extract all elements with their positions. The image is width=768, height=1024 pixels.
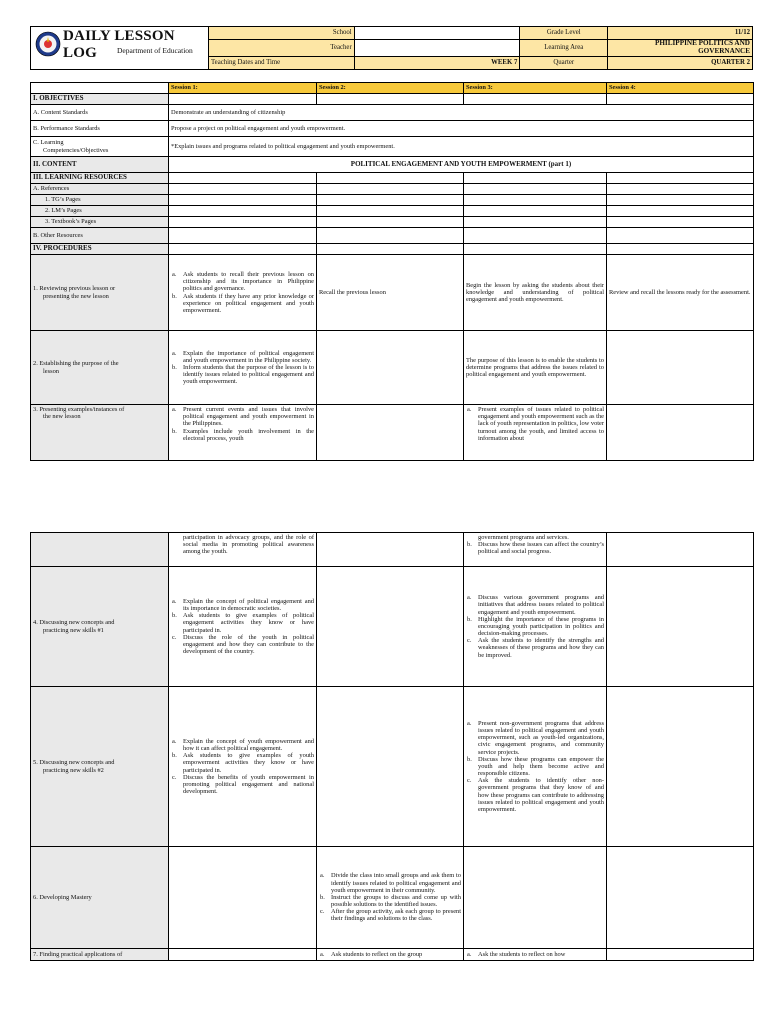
procedure-6-label: 6. Developing Mastery — [31, 847, 169, 949]
procedure-4-session-4 — [607, 567, 754, 687]
list-marker: a. — [467, 950, 472, 958]
tg-pages-label: 1. TG’s Pages — [31, 195, 169, 206]
week-value: WEEK 7 — [354, 56, 520, 69]
list-item — [172, 349, 314, 364]
list-item — [467, 406, 605, 442]
blank-cell — [607, 94, 754, 105]
list-item-text: Discuss the benefits of youth empowerment in promoting political engagement and national development. — [183, 773, 314, 796]
list-item-text: Inform students that the purpose of the lesson is to identify issues related to political engagement and youth empowerment. — [183, 363, 314, 386]
list-item-text: Ask students to reflect on the group — [331, 950, 423, 958]
list-item-text: participation in advocacy groups, and the role of social media in promoting political awareness among the youth. — [183, 534, 314, 556]
procedure-5-session-4 — [607, 687, 754, 847]
list-marker: a. — [172, 349, 177, 357]
list-item-text: Ask students to give examples of youth empowerment activities they know or have participated in. — [183, 752, 314, 774]
blank-cell — [169, 206, 317, 217]
list-marker: a. — [320, 872, 325, 880]
list-item-text: Present examples of issues related to political engagement and youth empowerment such as the lack of youth representation in politics, low voter turnout among the youth, and limited access to information about — [478, 406, 605, 442]
list-item — [478, 534, 604, 541]
list-marker: b. — [172, 427, 177, 435]
list-item — [467, 719, 604, 756]
lesson-log-page-1 — [30, 26, 753, 461]
lm-pages-label: 2. LM’s Pages — [31, 206, 169, 217]
procedure-4-label-line-2: practicing new skills #1 — [43, 626, 104, 634]
blank-cell — [607, 217, 754, 228]
blank-cell — [464, 244, 607, 255]
list-item-text: Ask students to give examples of political engagement activities they know or have participated in. — [183, 612, 314, 634]
blank-cell — [607, 228, 754, 244]
lesson-table-page-1 — [30, 82, 754, 461]
list-marker: a. — [467, 594, 472, 602]
procedure-1-session-3: Begin the lesson by asking the students about their knowledge and understanding of political engagement and youth empowerment. — [464, 255, 607, 331]
procedures-heading: IV. PROCEDURES — [31, 244, 169, 255]
list-item-text: Discuss how these issues can affect the country’s political and social progress. — [478, 541, 604, 556]
list-item — [172, 773, 314, 796]
procedure-3-label-line-1: 3. Presenting examples/instances of — [33, 406, 125, 413]
list-item-text: Explain the concept of youth empowerment and how it can affect political engagement. — [183, 737, 314, 752]
list-item-text: Ask students to recall their previous lesson on citizenship and its importance in Philippine politics and governance. — [183, 270, 314, 293]
list-marker: b. — [172, 612, 177, 620]
references-label: A. References — [31, 184, 169, 195]
procedure-4-session-3 — [464, 567, 607, 687]
performance-standards-label: B. Performance Standards — [31, 121, 169, 137]
procedure-3-continued-label — [31, 533, 169, 567]
deped-seal-icon — [35, 31, 61, 57]
session-4-header: Session 4: — [607, 83, 754, 94]
list-item — [320, 908, 461, 923]
procedure-3-label-line-2: the new lesson — [43, 413, 81, 421]
grade-level-label: Grade Level — [520, 27, 608, 40]
list-marker: b. — [467, 755, 472, 763]
list-item — [172, 292, 314, 315]
list-item — [467, 541, 604, 556]
content-heading: II. CONTENT — [31, 157, 169, 173]
list-marker: b. — [320, 893, 325, 901]
blank-cell — [464, 228, 607, 244]
procedure-5-label-line-1: 5. Discussing new concepts and — [33, 759, 115, 767]
header-title-box — [30, 26, 210, 70]
blank-cell — [317, 244, 464, 255]
procedure-5-session-2 — [317, 687, 464, 847]
session-3-header: Session 3: — [464, 83, 607, 94]
list-item — [320, 950, 461, 958]
blank-cell — [464, 173, 607, 184]
blank-cell — [464, 217, 607, 228]
teacher-label: Teacher — [209, 40, 355, 57]
blank-cell — [607, 195, 754, 206]
procedure-3-continued-session-1 — [169, 533, 317, 567]
list-item — [320, 893, 461, 909]
list-item — [172, 597, 314, 612]
blank-cell — [317, 195, 464, 206]
procedure-2-session-1 — [169, 331, 317, 405]
list-item — [172, 270, 314, 293]
list-item-text: Discuss how these programs can empower the youth and help them become active and responsible citizens. — [478, 755, 604, 778]
list-marker: b. — [172, 363, 177, 371]
session-1-header: Session 1: — [169, 83, 317, 94]
objectives-heading: I. OBJECTIVES — [31, 94, 169, 105]
blank-cell — [169, 195, 317, 206]
procedure-3-session-4 — [607, 405, 754, 461]
procedure-4-session-2 — [317, 567, 464, 687]
log-header — [30, 26, 753, 70]
list-item-text: Ask the students to identify the strengths and weaknesses of these programs and how they can be improved. — [478, 637, 604, 659]
competencies-label-line-1: C. Learning — [33, 139, 64, 147]
list-item — [467, 950, 604, 958]
log-title: DAILY LESSON LOG — [63, 28, 175, 61]
competencies-value: *Explain issues and programs related to political engagement and youth empowerment. — [169, 137, 754, 157]
list-item-text: government programs and services. — [478, 534, 569, 541]
competencies-label — [31, 137, 169, 157]
procedure-7-session-3 — [464, 949, 607, 961]
textbook-pages-label: 3. Textbook’s Pages — [31, 217, 169, 228]
list-item — [467, 777, 604, 813]
list-item — [467, 755, 604, 778]
list-item-text: Divide the class into small groups and ask them to identify issues related to political engagement and youth empowerment in their community. — [331, 872, 461, 894]
other-resources-label: B. Other Resources — [31, 228, 169, 244]
list-item — [172, 633, 314, 656]
procedure-2-session-4 — [607, 331, 754, 405]
procedure-5-session-3 — [464, 687, 607, 847]
lesson-log-page-2 — [30, 532, 753, 961]
list-marker: a. — [172, 270, 177, 278]
list-marker: c. — [172, 633, 177, 641]
list-item — [172, 427, 314, 442]
list-item-text: Discuss the role of the youth in political engagement and how they can contribute to the development of the country. — [183, 633, 314, 656]
school-value — [354, 27, 520, 40]
procedure-3-session-3 — [464, 405, 607, 461]
list-item-text: After the group activity, ask each group to present their findings and solutions to the class. — [331, 908, 461, 923]
quarter-label: Quarter — [520, 56, 608, 69]
list-marker: a. — [172, 406, 177, 413]
list-item — [172, 363, 314, 386]
procedure-2-label-line-2: lesson — [43, 367, 59, 375]
procedure-3-session-2 — [317, 405, 464, 461]
list-item-text: Discuss various government programs and initiatives that address issues related to political engagement and youth empowerment. — [478, 594, 604, 616]
list-marker: b. — [467, 541, 472, 549]
list-item-text: Ask the students to identify other non-government programs that they know of and how these programs can contribute to addressing issues related to political engagement and youth empowerment. — [478, 777, 604, 813]
department-name: Department of Education — [117, 46, 193, 55]
list-marker: a. — [467, 406, 472, 413]
list-item-text: Instruct the groups to discuss and come up with possible solutions to the identified issues. — [331, 893, 461, 909]
procedure-7-session-1 — [169, 949, 317, 961]
list-item-text: Ask students if they have any prior knowledge or experience on political engagement and youth empowerment. — [183, 292, 314, 314]
blank-header-cell — [31, 83, 169, 94]
list-item — [172, 612, 314, 634]
procedure-3-continued-session-4 — [607, 533, 754, 567]
content-value: POLITICAL ENGAGEMENT AND YOUTH EMPOWERMENT (part 1) — [169, 157, 754, 173]
blank-cell — [317, 206, 464, 217]
blank-cell — [317, 184, 464, 195]
list-item-text: Examples include youth involvement in the electoral process, youth — [183, 427, 314, 442]
procedure-1-label-line-1: 1. Reviewing previous lesson or — [33, 285, 116, 293]
list-item — [467, 637, 604, 659]
procedure-4-label-line-1: 4. Discussing new concepts and — [33, 619, 115, 627]
procedure-1-session-4: Review and recall the lessons ready for the assessment. — [607, 255, 754, 331]
procedure-3-continued-session-3 — [464, 533, 607, 567]
procedure-2-session-2 — [317, 331, 464, 405]
list-item — [172, 406, 314, 428]
list-item-text: Highlight the importance of these programs in encouraging youth participation in politics and decision-making processes. — [478, 615, 604, 638]
learning-resources-heading: III. LEARNING RESOURCES — [31, 173, 169, 184]
blank-cell — [607, 244, 754, 255]
list-marker: b. — [467, 615, 472, 623]
procedure-1-label-line-2: presenting the new lesson — [43, 292, 109, 300]
list-item-text: Explain the concept of political engagement and its importance in democratic societies. — [183, 597, 314, 612]
list-item — [467, 615, 604, 638]
blank-cell — [607, 184, 754, 195]
performance-standards-value: Propose a project on political engagement and youth empowerment. — [169, 121, 754, 137]
list-marker: c. — [172, 773, 177, 781]
content-standards-label: A. Content Standards — [31, 105, 169, 121]
blank-cell — [464, 184, 607, 195]
session-2-header: Session 2: — [317, 83, 464, 94]
list-marker: c. — [467, 777, 472, 785]
blank-cell — [169, 244, 317, 255]
procedure-6-session-1 — [169, 847, 317, 949]
procedure-1-label — [31, 255, 169, 331]
list-item — [320, 872, 461, 894]
list-marker: a. — [172, 737, 177, 745]
list-marker: b. — [172, 752, 177, 760]
procedure-2-label-line-1: 2. Establishing the purpose of the — [33, 360, 119, 368]
blank-cell — [464, 206, 607, 217]
procedure-6-session-3 — [464, 847, 607, 949]
procedure-7-session-4 — [607, 949, 754, 961]
list-item — [172, 752, 314, 774]
blank-cell — [607, 206, 754, 217]
list-item — [172, 737, 314, 752]
competencies-label-line-2: Competencies/Objectives — [43, 146, 109, 154]
blank-cell — [607, 173, 754, 184]
list-marker: c. — [320, 908, 325, 916]
blank-cell — [317, 228, 464, 244]
header-info-table — [208, 26, 753, 70]
list-marker: b. — [172, 292, 177, 300]
list-marker: c. — [467, 637, 472, 645]
learning-area-value: PHILIPPINE POLITICS AND GOVERNANCE — [608, 40, 753, 57]
quarter-value: QUARTER 2 — [608, 56, 753, 69]
procedure-6-session-4 — [607, 847, 754, 949]
content-standards-value: Demonstrate an understanding of citizenship — [169, 105, 754, 121]
teaching-dates-label: Teaching Dates and Time — [209, 56, 355, 69]
teacher-value — [354, 40, 520, 57]
blank-cell — [317, 173, 464, 184]
learning-area-label: Learning Area — [520, 40, 608, 57]
list-item-text: Ask the students to reflect on how — [478, 950, 566, 958]
procedure-4-label — [31, 567, 169, 687]
blank-cell — [169, 173, 317, 184]
list-marker: a. — [467, 719, 472, 727]
procedure-3-label — [31, 405, 169, 461]
school-label: School — [209, 27, 355, 40]
list-marker: a. — [172, 597, 177, 605]
grade-level-value: 11/12 — [608, 27, 753, 40]
procedure-2-session-3: The purpose of this lesson is to enable the students to determine programs that address the issues related to political engagement and youth empowerment. — [464, 331, 607, 405]
list-item-text: Explain the importance of political engagement and youth empowerment in the Philippine society. — [183, 349, 314, 364]
procedure-3-session-1 — [169, 405, 317, 461]
blank-cell — [464, 195, 607, 206]
blank-cell — [464, 94, 607, 105]
procedure-1-session-1 — [169, 255, 317, 331]
list-item-text: Present non-government programs that address issues related to political engagement and youth empowerment, such as youth-led organizations, civic engagement programs, and community service projects. — [478, 719, 604, 756]
procedure-3-continued-session-2 — [317, 533, 464, 567]
blank-cell — [317, 94, 464, 105]
blank-cell — [169, 94, 317, 105]
list-item — [467, 594, 604, 616]
list-item-text: Present current events and issues that involve political engagement and youth empowerment in the Philippines. — [183, 406, 314, 428]
procedure-5-label — [31, 687, 169, 847]
procedure-2-label — [31, 331, 169, 405]
procedure-5-label-line-2: practicing new skills #2 — [43, 766, 104, 774]
blank-cell — [169, 228, 317, 244]
list-marker: a. — [320, 950, 325, 958]
blank-cell — [169, 184, 317, 195]
procedure-7-session-2 — [317, 949, 464, 961]
procedure-6-session-2 — [317, 847, 464, 949]
blank-cell — [317, 217, 464, 228]
list-item — [183, 534, 314, 556]
procedure-7-label: 7. Finding practical applications of — [31, 949, 169, 961]
procedure-1-session-2: Recall the previous lesson — [317, 255, 464, 331]
blank-cell — [169, 217, 317, 228]
lesson-table-page-2 — [30, 532, 754, 961]
procedure-5-session-1 — [169, 687, 317, 847]
procedure-4-session-1 — [169, 567, 317, 687]
